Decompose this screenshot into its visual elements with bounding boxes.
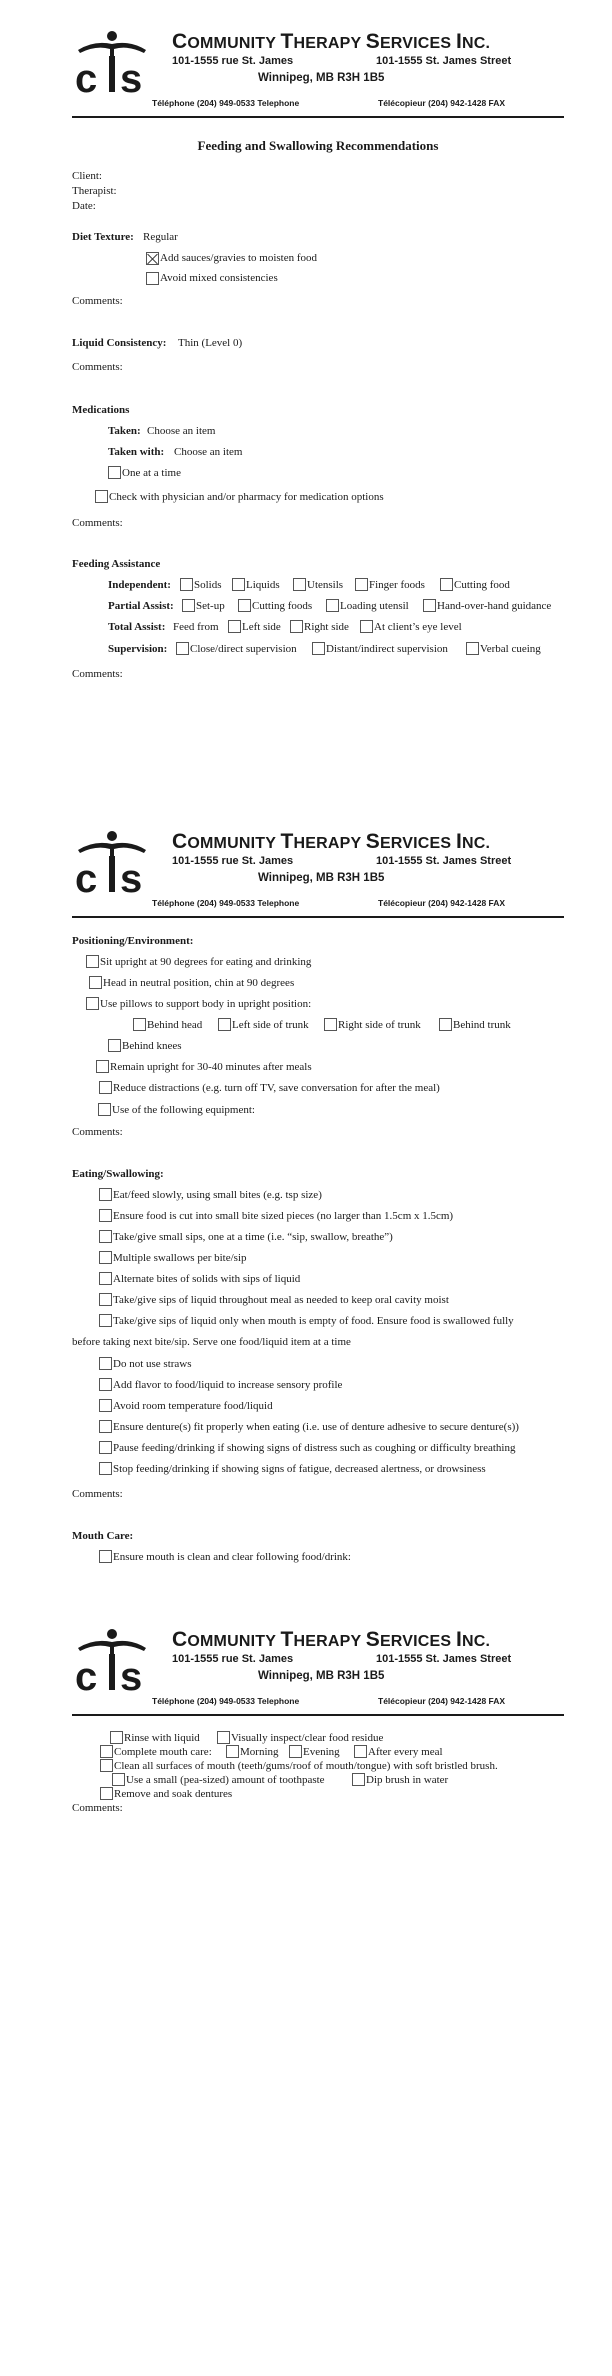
partial-assist-label: Partial Assist:	[108, 600, 174, 612]
positioning-comments[interactable]: Comments:	[72, 1126, 123, 1138]
use-pillows-checkbox[interactable]	[86, 997, 99, 1010]
total-assist-label: Total Assist:	[108, 621, 166, 633]
eating-item-label: Eat/feed slowly, using small bites (e.g. tsp size)	[113, 1189, 322, 1201]
clean-surfaces-label: Clean all surfaces of mouth (teeth/gums/roof of mouth/tongue) with soft bristled brush.	[114, 1760, 498, 1772]
dip-brush-checkbox[interactable]	[352, 1773, 365, 1786]
right-side-checkbox[interactable]	[290, 620, 303, 633]
page-title: Feeding and Swallowing Recommendations	[197, 138, 439, 153]
dentures-label: Remove and soak dentures	[114, 1788, 233, 1800]
medications-comments[interactable]: Comments:	[72, 517, 123, 529]
address-left: 101-1555 rue St. James	[172, 1653, 294, 1665]
address-left: 101-1555 rue St. James	[172, 55, 294, 67]
svg-text:c: c	[75, 857, 98, 894]
eating-item-label: Pause feeding/drinking if showing signs of distress such as coughing or difficulty breathing	[113, 1442, 516, 1454]
distant-supervision-checkbox[interactable]	[312, 642, 325, 655]
address-right: 101-1555 St. James Street	[376, 1653, 512, 1665]
cts-logo	[72, 830, 152, 894]
address-right: 101-1555 St. James Street	[376, 855, 512, 867]
company-name: COMMUNITY THERAPY SERVICES INC.	[172, 30, 491, 53]
equipment-label: Use of the following equipment:	[112, 1104, 255, 1116]
eating-item-checkbox[interactable]	[99, 1251, 112, 1264]
set-up-checkbox[interactable]	[182, 599, 195, 612]
svg-text:s: s	[120, 857, 143, 894]
city: Winnipeg, MB R3H 1B5	[258, 872, 385, 884]
ensure-clean-checkbox[interactable]	[99, 1550, 112, 1563]
mouth-care-heading: Mouth Care:	[72, 1530, 134, 1542]
utensils-checkbox[interactable]	[293, 578, 306, 591]
check-physician-checkbox[interactable]	[95, 490, 108, 503]
client-label[interactable]: Client:	[72, 170, 102, 182]
solids-label: Solids	[194, 579, 222, 591]
close-supervision-label: Close/direct supervision	[190, 643, 297, 655]
sauces-label: Add sauces/gravies to moisten food	[160, 252, 318, 264]
behind-trunk-checkbox[interactable]	[439, 1018, 452, 1031]
hand-over-hand-label: Hand-over-hand guidance	[437, 600, 552, 612]
rinse-checkbox[interactable]	[110, 1731, 123, 1744]
eating-item-checkbox[interactable]	[99, 1230, 112, 1243]
right-side-label: Right side	[304, 621, 349, 633]
evening-checkbox[interactable]	[289, 1745, 302, 1758]
verbal-cueing-label: Verbal cueing	[480, 643, 541, 655]
inspect-checkbox[interactable]	[217, 1731, 230, 1744]
right-trunk-checkbox[interactable]	[324, 1018, 337, 1031]
distant-supervision-label: Distant/indirect supervision	[326, 643, 448, 655]
remain-upright-label: Remain upright for 30-40 minutes after meals	[110, 1061, 312, 1073]
solids-checkbox[interactable]	[180, 578, 193, 591]
head-neutral-label: Head in neutral position, chin at 90 degrees	[103, 977, 295, 989]
morning-label: Morning	[240, 1746, 279, 1758]
eating-heading: Eating/Swallowing:	[72, 1168, 164, 1180]
eating-item-label: Stop feeding/drinking if showing signs of fatigue, decreased alertness, or drowsiness	[113, 1463, 486, 1475]
city: Winnipeg, MB R3H 1B5	[258, 72, 385, 84]
left-side-label: Left side	[242, 621, 281, 633]
eating-item-label: Ensure denture(s) fit properly when eating (i.e. use of denture adhesive to secure denture(s))	[113, 1421, 519, 1433]
fax: Télécopieur (204) 942-1428 FAX	[378, 98, 506, 108]
positioning-heading: Positioning/Environment:	[72, 935, 194, 947]
supervision-label: Supervision:	[108, 643, 168, 655]
hand-over-hand-checkbox[interactable]	[423, 599, 436, 612]
complete-mouth-care-checkbox[interactable]	[100, 1745, 113, 1758]
dentures-checkbox[interactable]	[100, 1787, 113, 1800]
company-name: COMMUNITY THERAPY SERVICES INC.	[172, 1628, 491, 1651]
diet-texture-value[interactable]: Regular	[143, 231, 178, 243]
cutting-food-checkbox[interactable]	[440, 578, 453, 591]
cts-logo	[72, 1628, 152, 1692]
eating-item-label: Take/give sips of liquid throughout meal as needed to keep oral cavity moist	[113, 1294, 449, 1306]
fax: Télécopieur (204) 942-1428 FAX	[378, 1696, 506, 1706]
eating-item-label: Take/give sips of liquid only when mouth is empty of food. Ensure food is swallowed fully	[113, 1315, 514, 1327]
eating-item-checkbox[interactable]	[99, 1462, 112, 1475]
mixed-consistencies-label: Avoid mixed consistencies	[160, 272, 278, 284]
therapist-label[interactable]: Therapist:	[72, 185, 117, 197]
eating-item-checkbox[interactable]	[99, 1378, 112, 1391]
reduce-distractions-checkbox[interactable]	[99, 1081, 112, 1094]
behind-head-checkbox[interactable]	[133, 1018, 146, 1031]
mixed-consistencies-checkbox[interactable]	[146, 272, 159, 285]
eating-item-checkbox[interactable]	[99, 1441, 112, 1454]
telephone: Téléphone (204) 949-0533 Telephone	[152, 898, 300, 908]
one-at-a-time-label: One at a time	[122, 467, 181, 479]
mouth-care-comments[interactable]: Comments:	[72, 1802, 123, 1814]
taken-value[interactable]: Choose an item	[147, 425, 216, 437]
address-left: 101-1555 rue St. James	[172, 855, 294, 867]
head-neutral-checkbox[interactable]	[89, 976, 102, 989]
header-rule	[72, 1714, 564, 1716]
equipment-checkbox[interactable]	[98, 1103, 111, 1116]
liquid-consistency-label: Liquid Consistency:	[72, 337, 167, 349]
eating-item-label: Alternate bites of solids with sips of liquid	[113, 1273, 301, 1285]
eating-item-checkbox[interactable]	[99, 1314, 112, 1327]
feeding-assistance-heading: Feeding Assistance	[72, 558, 161, 570]
telephone: Téléphone (204) 949-0533 Telephone	[152, 1696, 300, 1706]
diet-texture-label: Diet Texture:	[72, 231, 134, 243]
behind-head-label: Behind head	[147, 1019, 203, 1031]
medications-heading: Medications	[72, 404, 130, 416]
feed-from-label: Feed from	[173, 621, 219, 633]
eating-item-checkbox[interactable]	[99, 1209, 112, 1222]
svg-text:c: c	[75, 57, 98, 94]
liquid-consistency-value[interactable]: Thin (Level 0)	[178, 337, 243, 349]
morning-checkbox[interactable]	[226, 1745, 239, 1758]
eating-item-checkbox[interactable]	[99, 1357, 112, 1370]
taken-with-label: Taken with:	[108, 446, 165, 458]
close-supervision-checkbox[interactable]	[176, 642, 189, 655]
behind-knees-label: Behind knees	[122, 1040, 182, 1052]
city: Winnipeg, MB R3H 1B5	[258, 1670, 385, 1682]
complete-mouth-care-label: Complete mouth care:	[114, 1746, 212, 1758]
finger-foods-checkbox[interactable]	[355, 578, 368, 591]
header-rule	[72, 916, 564, 918]
eating-item-label: Add flavor to food/liquid to increase sensory profile	[113, 1379, 343, 1391]
company-name: COMMUNITY THERAPY SERVICES INC.	[172, 830, 491, 853]
after-every-meal-checkbox[interactable]	[354, 1745, 367, 1758]
reduce-distractions-label: Reduce distractions (e.g. turn off TV, save conversation for after the meal)	[113, 1082, 440, 1094]
after-every-meal-label: After every meal	[368, 1746, 443, 1758]
left-side-checkbox[interactable]	[228, 620, 241, 633]
toothpaste-label: Use a small (pea-sized) amount of toothpaste	[126, 1774, 325, 1786]
behind-knees-checkbox[interactable]	[108, 1039, 121, 1052]
svg-text:c: c	[75, 1655, 98, 1692]
eating-item-continuation: before taking next bite/sip. Serve one food/liquid item at a time	[72, 1336, 351, 1348]
remain-upright-checkbox[interactable]	[96, 1060, 109, 1073]
eye-level-label: At client’s eye level	[374, 621, 462, 633]
set-up-label: Set-up	[196, 600, 225, 612]
one-at-a-time-checkbox[interactable]	[108, 466, 121, 479]
finger-foods-label: Finger foods	[369, 579, 425, 591]
eye-level-checkbox[interactable]	[360, 620, 373, 633]
eating-item-label: Take/give small sips, one at a time (i.e. “sip, swallow, breathe”)	[113, 1231, 393, 1243]
dip-brush-label: Dip brush in water	[366, 1774, 449, 1786]
eating-item-label: Ensure food is cut into small bite sized pieces (no larger than 1.5cm x 1.5cm)	[113, 1210, 454, 1222]
eating-item-checkbox[interactable]	[99, 1420, 112, 1433]
letterhead	[72, 30, 564, 122]
eating-item-checkbox[interactable]	[99, 1293, 112, 1306]
loading-utensil-label: Loading utensil	[340, 600, 409, 612]
verbal-cueing-checkbox[interactable]	[466, 642, 479, 655]
cutting-foods-label: Cutting foods	[252, 600, 313, 612]
eating-item-label: Do not use straws	[113, 1358, 192, 1370]
taken-with-value[interactable]: Choose an item	[174, 446, 243, 458]
svg-text:s: s	[120, 57, 143, 94]
fax: Télécopieur (204) 942-1428 FAX	[378, 898, 506, 908]
sauces-checkbox[interactable]	[146, 252, 159, 265]
check-physician-label: Check with physician and/or pharmacy for medication options	[109, 491, 384, 503]
independent-label: Independent:	[108, 579, 171, 591]
liquids-label: Liquids	[246, 579, 280, 591]
header-rule	[72, 116, 564, 118]
cutting-food-label: Cutting food	[454, 579, 510, 591]
behind-trunk-label: Behind trunk	[453, 1019, 511, 1031]
svg-text:s: s	[120, 1655, 143, 1692]
utensils-label: Utensils	[307, 579, 344, 591]
eating-comments[interactable]: Comments:	[72, 1488, 123, 1500]
telephone: Téléphone (204) 949-0533 Telephone	[152, 98, 300, 108]
left-trunk-checkbox[interactable]	[218, 1018, 231, 1031]
liquid-comments[interactable]: Comments:	[72, 361, 123, 373]
ensure-clean-label: Ensure mouth is clean and clear following food/drink:	[113, 1551, 351, 1563]
loading-utensil-checkbox[interactable]	[326, 599, 339, 612]
rinse-label: Rinse with liquid	[124, 1732, 200, 1744]
inspect-label: Visually inspect/clear food residue	[231, 1732, 384, 1744]
eating-item-label: Avoid room temperature food/liquid	[113, 1400, 273, 1412]
eating-item-checkbox[interactable]	[99, 1399, 112, 1412]
sit-upright-label: Sit upright at 90 degrees for eating and drinking	[100, 956, 312, 968]
eating-item-checkbox[interactable]	[99, 1272, 112, 1285]
letterhead-page2	[72, 830, 564, 922]
toothpaste-checkbox[interactable]	[112, 1773, 125, 1786]
sit-upright-checkbox[interactable]	[86, 955, 99, 968]
address-right: 101-1555 St. James Street	[376, 55, 512, 67]
taken-label: Taken:	[108, 425, 141, 437]
cutting-foods-checkbox[interactable]	[238, 599, 251, 612]
letterhead-page3	[72, 1628, 564, 1720]
eating-item-checkbox[interactable]	[99, 1188, 112, 1201]
evening-label: Evening	[303, 1746, 340, 1758]
date-label[interactable]: Date:	[72, 200, 96, 212]
feeding-comments[interactable]: Comments:	[72, 668, 123, 680]
eating-item-label: Multiple swallows per bite/sip	[113, 1252, 247, 1264]
use-pillows-label: Use pillows to support body in upright position:	[100, 998, 312, 1010]
right-trunk-label: Right side of trunk	[338, 1019, 421, 1031]
cts-logo	[72, 30, 152, 94]
liquids-checkbox[interactable]	[232, 578, 245, 591]
clean-surfaces-checkbox[interactable]	[100, 1759, 113, 1772]
diet-comments[interactable]: Comments:	[72, 295, 123, 307]
left-trunk-label: Left side of trunk	[232, 1019, 309, 1031]
